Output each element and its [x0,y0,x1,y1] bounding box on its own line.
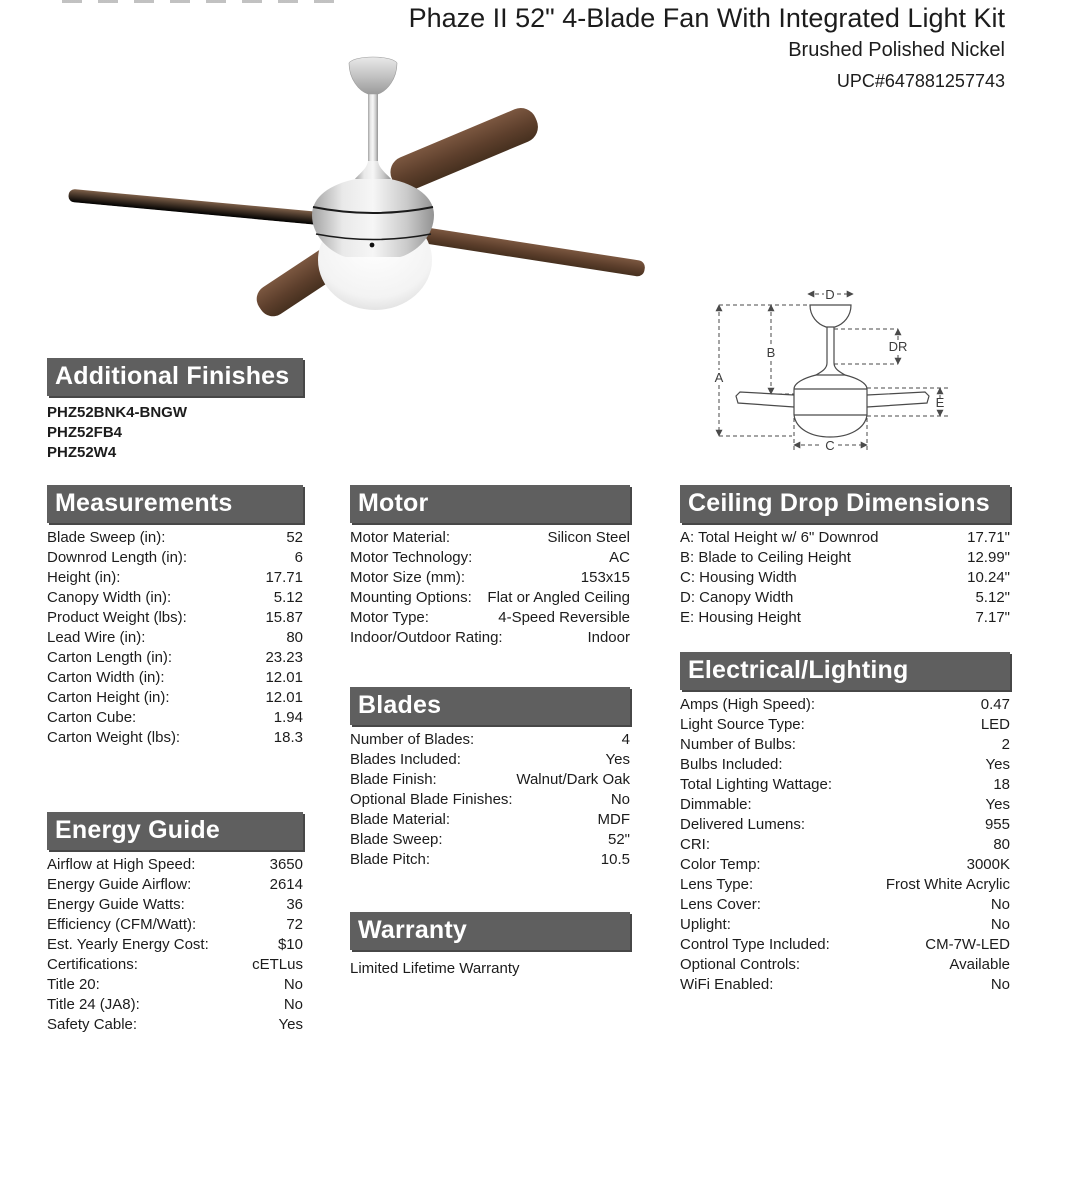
spec-label: Certifications: [47,956,138,973]
spec-row [47,728,303,748]
diagram-label-b: B [766,345,776,360]
heading-warranty: Warranty [350,912,630,950]
spec-row [350,850,630,870]
heading-motor: Motor [350,485,630,523]
heading-blades: Blades [350,687,630,725]
spec-value: 5.12 [273,589,303,606]
spec-row [47,568,303,588]
spec-value: 10.5 [600,851,630,868]
spec-row [47,528,303,548]
spec-value: 18 [993,776,1010,793]
spec-value: Frost White Acrylic [885,876,1010,893]
spec-label: Efficiency (CFM/Watt): [47,916,197,933]
spec-value: 17.71 [265,569,303,586]
spec-value: 10.24" [967,569,1010,586]
spec-label: Total Lighting Wattage: [680,776,833,793]
spec-value: Yes [985,756,1010,773]
spec-row [47,708,303,728]
spec-row [350,568,630,588]
product-finish-name: Brushed Polished Nickel [788,39,1005,61]
spec-row [680,568,1010,588]
heading-measurements: Measurements [47,485,303,523]
spec-label: Safety Cable: [47,1016,138,1033]
electrical-rows [680,695,1010,995]
spec-value: 4-Speed Reversible [498,609,630,626]
heading-electrical-lighting: Electrical/Lighting [680,652,1010,690]
spec-label: Blade Finish: [350,771,437,788]
finish-codes-list [47,403,303,463]
spec-label: Lens Cover: [680,896,761,913]
spec-label: Title 24 (JA8): [47,996,140,1013]
spec-value: 0.47 [980,696,1010,713]
spec-row [350,770,630,790]
spec-label: Mounting Options: [350,589,472,606]
spec-value: 5.12" [975,589,1010,606]
spec-row [47,975,303,995]
spec-label: Downrod Length (in): [47,549,188,566]
downrod-coupler [355,160,391,179]
cropped-logo-remnant [62,0,344,3]
spec-label: Number of Blades: [350,731,475,748]
spec-row [680,955,1010,975]
product-upc: UPC#647881257743 [836,71,1005,91]
spec-value: 153x15 [580,569,630,586]
diagram-label-e: E [935,395,945,410]
energy-guide-rows [47,855,303,1035]
spec-value: Walnut/Dark Oak [516,771,630,788]
heading-energy-guide: Energy Guide [47,812,303,850]
ceiling-drop-diagram [700,272,1070,467]
spec-value: 4 [621,731,630,748]
downrod [368,92,378,161]
spec-label: Airflow at High Speed: [47,856,196,873]
spec-value: 15.87 [265,609,303,626]
spec-label: Color Temp: [680,856,761,873]
spec-row [47,548,303,568]
spec-label: Canopy Width (in): [47,589,172,606]
section-warranty [350,912,630,979]
spec-value: 52" [607,831,630,848]
spec-label: Title 20: [47,976,100,993]
spec-row [680,755,1010,775]
spec-row [47,588,303,608]
spec-row [350,790,630,810]
spec-label: D: Canopy Width [680,589,794,606]
spec-row [350,810,630,830]
spec-row [47,915,303,935]
spec-label: Blade Pitch: [350,851,431,868]
section-measurements [47,485,303,748]
diagram-label-a: A [714,370,724,385]
spec-label: Carton Length (in): [47,649,173,666]
spec-row [680,715,1010,735]
spec-row [680,588,1010,608]
finish-code: PHZ52FB4 [47,424,123,441]
spec-value: No [990,976,1010,993]
fan-blade-left [68,189,334,227]
blades-rows [350,730,630,870]
spec-label: CRI: [680,836,710,853]
spec-row [680,895,1010,915]
spec-label: Blade Sweep: [350,831,443,848]
spec-value: 80 [993,836,1010,853]
spec-value: No [990,916,1010,933]
spec-row [680,975,1010,995]
measurements-rows [47,528,303,748]
spec-label: Blades Included: [350,751,461,768]
spec-row [680,695,1010,715]
spec-value: Flat or Angled Ceiling [487,589,630,606]
spec-value: 18.3 [273,729,303,746]
spec-value: 80 [286,629,303,646]
spec-value: Available [949,956,1010,973]
section-blades [350,687,630,870]
spec-value: 17.71" [967,529,1010,546]
spec-label: Motor Material: [350,529,451,546]
spec-value: 955 [984,816,1010,833]
diagram-label-dr: DR [888,339,908,354]
spec-row [680,528,1010,548]
spec-label: Control Type Included: [680,936,830,953]
spec-label: Carton Cube: [47,709,137,726]
spec-label: Lens Type: [680,876,754,893]
spec-row [47,935,303,955]
spec-row [47,895,303,915]
spec-value: Yes [278,1016,303,1033]
spec-label: C: Housing Width [680,569,797,586]
spec-value: No [283,996,303,1013]
spec-value: 2614 [269,876,303,893]
spec-row [47,628,303,648]
spec-value: No [610,791,630,808]
spec-value: 2 [1001,736,1010,753]
section-additional-finishes [47,358,303,463]
spec-row [680,795,1010,815]
spec-row [350,548,630,568]
spec-value: 72 [286,916,303,933]
spec-row [47,668,303,688]
spec-row [47,855,303,875]
spec-row [680,875,1010,895]
section-energy-guide [47,812,303,1035]
spec-label: WiFi Enabled: [680,976,774,993]
spec-row [47,995,303,1015]
spec-row [350,588,630,608]
spec-value: 6 [294,549,303,566]
spec-label: Motor Size (mm): [350,569,466,586]
spec-row [680,775,1010,795]
spec-label: Blade Sweep (in): [47,529,166,546]
spec-row [350,730,630,750]
ceiling-drop-rows [680,528,1010,628]
spec-label: Energy Guide Airflow: [47,876,192,893]
spec-value: 12.01 [265,689,303,706]
spec-row [680,608,1010,628]
spec-value: Yes [985,796,1010,813]
ir-receiver-dot [370,243,375,248]
spec-label: Dimmable: [680,796,752,813]
heading-ceiling-drop-dimensions: Ceiling Drop Dimensions [680,485,1010,523]
spec-value: 1.94 [273,709,303,726]
spec-label: Uplight: [680,916,731,933]
product-title: Phaze II 52" 4-Blade Fan With Integrated Light Kit [408,3,1005,33]
spec-value: LED [980,716,1010,733]
spec-row [350,750,630,770]
fan-blade-right [406,225,646,278]
spec-row [47,1015,303,1035]
spec-label: Motor Technology: [350,549,473,566]
spec-label: Carton Width (in): [47,669,165,686]
spec-value: Silicon Steel [547,529,630,546]
spec-row [350,830,630,850]
spec-row [680,835,1010,855]
fan-blade-upper-right [386,103,543,196]
spec-label: Product Weight (lbs): [47,609,187,626]
spec-row [350,528,630,548]
spec-label: A: Total Height w/ 6" Downrod [680,529,879,546]
warranty-text: Limited Lifetime Warranty [350,960,520,977]
motor-rows [350,528,630,648]
spec-row [350,608,630,628]
spec-row [680,548,1010,568]
spec-value: MDF [597,811,630,828]
spec-label: Height (in): [47,569,121,586]
product-image-fan [50,48,650,338]
finish-code: PHZ52BNK4-BNGW [47,404,188,421]
diagram-label-c: C [825,438,835,453]
heading-additional-finishes: Additional Finishes [47,358,303,396]
spec-row [47,955,303,975]
spec-value: $10 [277,936,303,953]
spec-value: 12.99" [967,549,1010,566]
spec-label: B: Blade to Ceiling Height [680,549,851,566]
spec-value: 23.23 [265,649,303,666]
spec-row [47,688,303,708]
spec-label: Bulbs Included: [680,756,783,773]
spec-row [47,875,303,895]
spec-value: cETLus [252,956,303,973]
spec-value: 7.17" [975,609,1010,626]
spec-label: Delivered Lumens: [680,816,806,833]
spec-label: Optional Blade Finishes: [350,791,513,808]
spec-row [680,855,1010,875]
spec-value: No [990,896,1010,913]
spec-row [680,815,1010,835]
spec-value: 12.01 [265,669,303,686]
spec-label: Est. Yearly Energy Cost: [47,936,209,953]
spec-value: 3650 [269,856,303,873]
spec-label: Lead Wire (in): [47,629,146,646]
spec-label: Amps (High Speed): [680,696,816,713]
spec-label: Motor Type: [350,609,429,626]
spec-value: 36 [286,896,303,913]
spec-label: Number of Bulbs: [680,736,796,753]
spec-value: 3000K [966,856,1010,873]
section-motor [350,485,630,648]
spec-value: Yes [605,751,630,768]
spec-value: 52 [286,529,303,546]
spec-value: CM-7W-LED [925,936,1010,953]
spec-value: AC [609,549,630,566]
spec-label: E: Housing Height [680,609,801,626]
section-electrical-lighting [680,652,1010,995]
spec-value: No [283,976,303,993]
spec-row [350,628,630,648]
spec-row [680,735,1010,755]
spec-label: Carton Weight (lbs): [47,729,181,746]
spec-label: Optional Controls: [680,956,801,973]
spec-row [680,935,1010,955]
spec-label: Energy Guide Watts: [47,896,185,913]
spec-row [47,648,303,668]
finish-code: PHZ52W4 [47,444,117,461]
canopy [349,57,397,94]
section-ceiling-drop-dimensions [680,485,1010,628]
spec-label: Blade Material: [350,811,451,828]
spec-label: Light Source Type: [680,716,805,733]
spec-label: Indoor/Outdoor Rating: [350,629,503,646]
spec-row [47,608,303,628]
spec-label: Carton Height (in): [47,689,170,706]
spec-value: Indoor [587,629,630,646]
spec-row [680,915,1010,935]
diagram-label-d: D [825,287,835,302]
diagram-fan-outline [736,305,929,437]
